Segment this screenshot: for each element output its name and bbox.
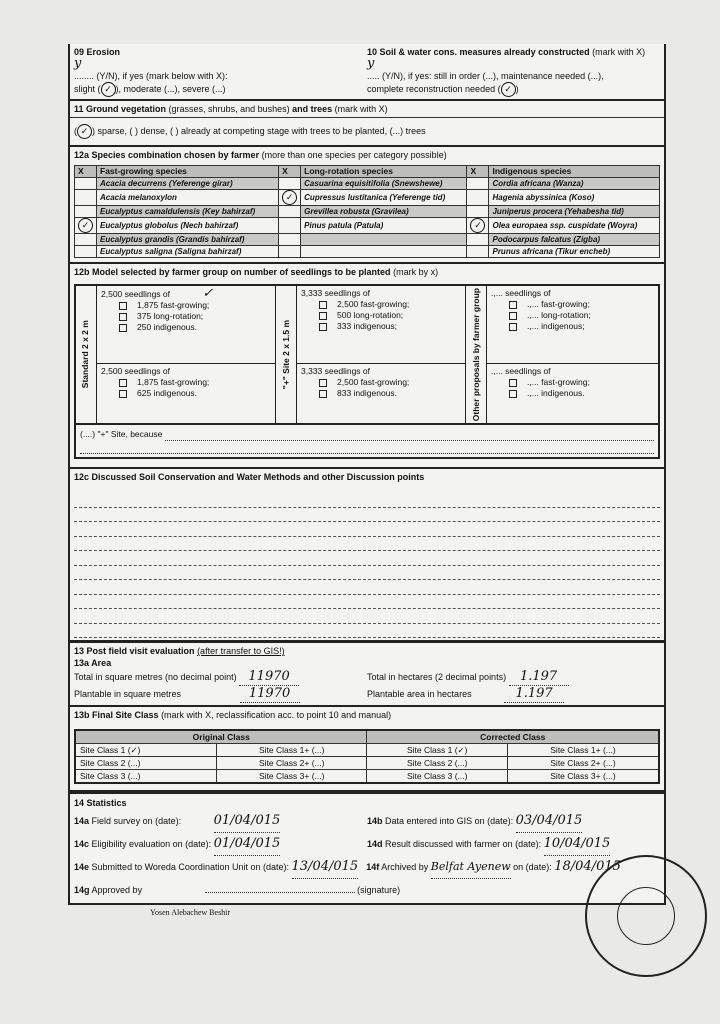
- long-species: Cupressus lustitanica (Yeferenge tid): [301, 190, 467, 206]
- long-species: [301, 234, 467, 246]
- section-11-vegetation: [70, 101, 664, 118]
- option-item: .,... indigenous;: [527, 321, 585, 331]
- section-12b-model: [70, 264, 664, 461]
- approver-stamp-name: Yosen Alebachew Beshir: [150, 908, 231, 917]
- erosion-line1: ........ (Y/N), if yes (mark below with X):: [74, 71, 228, 81]
- original-class-2plus[interactable]: Site Class 2+ (...): [217, 757, 367, 770]
- col-indigenous: Indigenous species: [489, 166, 660, 178]
- option-item: 2,500 fast-growing;: [337, 377, 410, 388]
- indig-check[interactable]: [467, 178, 489, 190]
- field-label: 14b: [367, 816, 383, 827]
- checkbox[interactable]: [119, 379, 127, 387]
- long-species: Casuarina equisitifolia (Snewshewe): [301, 178, 467, 190]
- model-title-suffix: (mark by x): [393, 267, 439, 277]
- option-head: 2,500 seedlings of: [101, 366, 170, 377]
- table-row: [75, 246, 660, 258]
- total-ha-value[interactable]: 1.197: [509, 669, 569, 686]
- eligibility-date[interactable]: 01/04/015: [214, 833, 281, 856]
- checkbox[interactable]: [119, 324, 127, 332]
- vegetation-title-d: (mark with X): [334, 104, 388, 114]
- sparse-check-mark[interactable]: ✓: [77, 124, 92, 139]
- indig-check[interactable]: [467, 190, 489, 206]
- section-14-statistics: [70, 792, 664, 905]
- indig-check[interactable]: [467, 206, 489, 218]
- fast-species: Eucalyptus camaldulensis (Key bahirzaf): [97, 206, 279, 218]
- plant-sqm-label: Plantable in square metres: [74, 689, 182, 700]
- checkbox[interactable]: [509, 312, 517, 320]
- standard-option-a[interactable]: [97, 285, 276, 364]
- field-label: 14d: [367, 839, 383, 850]
- standard-option-b[interactable]: [97, 364, 276, 424]
- total-sqm-label: Total in square metres (no decimal point): [74, 672, 237, 683]
- discussion-lines[interactable]: [74, 493, 660, 638]
- plant-ha-label: Plantable area in hectares: [367, 689, 472, 700]
- long-species: Grevillea robusta (Gravilea): [301, 206, 467, 218]
- indig-species: Juniperus procera (Yehabesha tid): [489, 206, 660, 218]
- long-check-marked[interactable]: [279, 190, 301, 206]
- option-item: .,... fast-growing;: [527, 377, 590, 388]
- vegetation-title-b: (grasses, shrubs, and bushes): [168, 104, 290, 114]
- erosion-title: 09 Erosion: [74, 47, 121, 57]
- fast-species: Acacia melanoxylon: [97, 190, 279, 206]
- class-title: 13b Final Site Class: [74, 710, 159, 721]
- table-row: [75, 218, 660, 234]
- checkbox[interactable]: [509, 301, 517, 309]
- col-x-fast: X: [75, 166, 97, 178]
- official-stamp-icon: [585, 855, 707, 977]
- original-class-2[interactable]: Site Class 2 (...): [75, 757, 217, 770]
- long-check[interactable]: [279, 246, 301, 258]
- section-13b-class: [70, 707, 664, 792]
- table-row: [75, 178, 660, 190]
- original-class-1[interactable]: Site Class 1 (✓): [75, 744, 217, 757]
- area-row-total: [74, 669, 660, 686]
- gis-entry-label: Data entered into GIS on (date):: [385, 816, 514, 827]
- indig-species: Podocarpus falcatus (Zigba): [489, 234, 660, 246]
- approved-by-label: Approved by: [91, 885, 143, 896]
- checkbox[interactable]: [509, 379, 517, 387]
- section-09-erosion: 09 Erosion y ........ (Y/N), if yes (mark below with X): slight ( ✓ ), moderate (...), severe (...): [74, 46, 367, 97]
- fast-species: Eucalyptus saligna (Saligna bahirzaf): [97, 246, 279, 258]
- site-class-table: [74, 729, 660, 784]
- option-head: 3,333 seedlings of: [301, 366, 370, 377]
- vegetation-title: 11 Ground vegetation: [74, 104, 167, 114]
- field-label: 14f: [366, 862, 380, 873]
- section-10-swc: 10 Soil & water cons. measures already constructed (mark with X) y ..... (Y/N), if yes: still in order (...), maintenance needed (...), complete reconstruction needed ( ✓ ): [367, 46, 660, 97]
- other-option-b[interactable]: [487, 364, 660, 424]
- plant-sqm-value[interactable]: 11970: [240, 686, 300, 703]
- swc-line2: complete reconstruction needed: [367, 83, 496, 94]
- indig-species: Prunus africana (Tikur encheb): [489, 246, 660, 258]
- check-mark-icon: ✓: [282, 190, 297, 205]
- option-head: 3,333 seedlings of: [301, 288, 370, 298]
- archived-date[interactable]: 18/04/015: [554, 859, 621, 875]
- section-13-evaluation: [70, 642, 664, 707]
- table-row: [75, 206, 660, 218]
- corrected-class-1[interactable]: Site Class 1 (✓): [367, 744, 508, 757]
- reason-line[interactable]: [165, 428, 654, 441]
- approved-signature-line[interactable]: [205, 892, 355, 893]
- corrected-class-3[interactable]: Site Class 3 (...): [367, 770, 508, 784]
- long-check[interactable]: [279, 206, 301, 218]
- plant-ha-value[interactable]: 1.197: [504, 686, 564, 703]
- option-item: 2,500 fast-growing;: [337, 299, 410, 309]
- class-suffix: (mark with X, reclassification acc. to point 10 and manual): [161, 710, 392, 721]
- option-head: .,... seedlings of: [491, 288, 551, 298]
- option-item: 375 long-rotation;: [137, 311, 204, 321]
- field-label: 14c: [74, 839, 90, 850]
- original-class-3plus[interactable]: Site Class 3+ (...): [217, 770, 367, 784]
- archived-on-label: on (date):: [513, 862, 552, 873]
- check-mark-icon: ✓: [470, 218, 485, 233]
- fast-species: Eucalyptus grandis (Grandis bahirzaf): [97, 234, 279, 246]
- table-row: [75, 770, 659, 784]
- col-fast-growing: Fast-growing species: [97, 166, 279, 178]
- option-item: 250 indigenous.: [137, 322, 198, 332]
- checkbox[interactable]: [119, 313, 127, 321]
- corrected-class-2plus[interactable]: Site Class 2+ (...): [507, 757, 659, 770]
- corrected-class-1plus[interactable]: Site Class 1+ (...): [507, 744, 659, 757]
- long-check[interactable]: [279, 218, 301, 234]
- col-x-indig: X: [467, 166, 489, 178]
- species-title-suffix: (more than one species per category possible): [261, 150, 447, 160]
- gis-entry-date[interactable]: 03/04/015: [516, 810, 583, 833]
- section-12c-discussion: [70, 467, 664, 642]
- field-survey-date[interactable]: 01/04/015: [214, 810, 281, 833]
- indig-species: Hagenia abyssinica (Koso): [489, 190, 660, 206]
- swc-title-suffix: (mark with X): [592, 47, 646, 57]
- section-erosion-swc: [70, 44, 664, 101]
- total-ha-label: Total in hectares (2 decimal points): [367, 672, 507, 683]
- total-sqm-value[interactable]: 11970: [239, 669, 299, 686]
- discussion-title: 12c Discussed Soil Conservation and Water Methods and other Discussion points: [74, 472, 425, 483]
- reconstruction-check-mark[interactable]: ✓: [501, 82, 516, 97]
- check-mark-icon: ✓: [202, 286, 214, 301]
- checkbox[interactable]: [509, 323, 517, 331]
- option-item: 1,875 fast-growing;: [137, 377, 210, 388]
- other-proposals-label: Other proposals by farmer group: [466, 285, 487, 424]
- slight-check-mark[interactable]: ✓: [101, 82, 116, 97]
- checkbox[interactable]: [319, 301, 327, 309]
- vegetation-options: ) sparse, ( ) dense, ( ) already at competing stage with trees to be planted, (...) trees: [92, 125, 426, 136]
- option-item: 500 long-rotation;: [337, 310, 404, 320]
- option-item: 625 indigenous.: [137, 388, 198, 399]
- other-option-a[interactable]: [487, 285, 660, 364]
- swc-answer[interactable]: y: [367, 56, 375, 71]
- checkbox[interactable]: [319, 323, 327, 331]
- field-label: 14e: [74, 862, 90, 873]
- table-row: [75, 234, 660, 246]
- checkbox[interactable]: [119, 390, 127, 398]
- indig-check-marked[interactable]: [467, 218, 489, 234]
- checkbox[interactable]: [119, 302, 127, 310]
- option-item: .,... long-rotation;: [527, 310, 591, 320]
- area-title: 13a Area: [74, 658, 112, 669]
- original-class-header: Original Class: [75, 730, 367, 744]
- table-row: [75, 744, 659, 757]
- plus-site-because-label: (....) "+" Site, because: [80, 429, 163, 440]
- plus-option-b[interactable]: [297, 364, 466, 424]
- checkbox[interactable]: [509, 390, 517, 398]
- field-label: 14a: [74, 816, 90, 827]
- indig-species: Olea europaea ssp. cuspidate (Woyra): [489, 218, 660, 234]
- fast-check[interactable]: [75, 178, 97, 190]
- option-item: .,... indigenous.: [527, 388, 585, 399]
- swc-title: 10 Soil & water cons. measures already constructed: [367, 47, 590, 57]
- indig-check[interactable]: [467, 246, 489, 258]
- col-x-long: X: [279, 166, 301, 178]
- species-title: 12a Species combination chosen by farmer: [74, 150, 260, 160]
- fast-species: Acacia decurrens (Yeferenge girar): [97, 178, 279, 190]
- plus-site-reason[interactable]: [74, 425, 660, 459]
- model-title: 12b Model selected by farmer group on number of seedlings to be planted: [74, 267, 391, 277]
- indig-check[interactable]: [467, 234, 489, 246]
- option-item: .,... fast-growing;: [527, 299, 590, 309]
- evaluation-title: 13 Post field visit evaluation: [74, 646, 195, 657]
- erosion-options: , moderate (...), severe (...): [118, 83, 226, 94]
- section-12a-species: [70, 147, 664, 264]
- long-check[interactable]: [279, 234, 301, 246]
- long-check[interactable]: [279, 178, 301, 190]
- field-label: 14g: [74, 885, 90, 896]
- model-table: [74, 284, 660, 425]
- result-discussed-date[interactable]: 10/04/015: [544, 833, 611, 856]
- original-class-1plus[interactable]: Site Class 1+ (...): [217, 744, 367, 757]
- field-survey-label: Field survey on (date):: [91, 816, 182, 827]
- form-page: [68, 44, 666, 905]
- checkbox[interactable]: [319, 390, 327, 398]
- archived-by-name[interactable]: Belfat Ayenew: [431, 856, 511, 879]
- standard-label: Standard 2 x 2 m: [75, 285, 97, 424]
- result-discussed-label: Result discussed with farmer on (date):: [385, 839, 542, 850]
- vegetation-title-c: and trees: [292, 104, 333, 114]
- fast-check[interactable]: [75, 190, 97, 206]
- table-row: [75, 190, 660, 206]
- check-mark-icon: ✓: [78, 218, 93, 233]
- reason-line[interactable]: [80, 441, 654, 454]
- checkbox[interactable]: [319, 379, 327, 387]
- plus-site-label: "+" Site 2 x 1.5 m: [276, 285, 297, 424]
- plus-option-a[interactable]: [297, 285, 466, 364]
- slight-label: slight: [74, 83, 96, 94]
- signature-label: (signature): [357, 885, 401, 896]
- checkbox[interactable]: [319, 312, 327, 320]
- option-head: 2,500 seedlings of: [101, 289, 170, 299]
- vegetation-options-row: ( ✓ ) sparse, ( ) dense, ( ) already at competing stage with trees to be planted, (...) trees: [70, 118, 664, 147]
- indig-species: Cordia africana (Wanza): [489, 178, 660, 190]
- fast-check-marked[interactable]: [75, 218, 97, 234]
- erosion-answer[interactable]: y: [74, 56, 82, 71]
- corrected-class-header: Corrected Class: [367, 730, 659, 744]
- evaluation-note: (after transfer to GIS!): [197, 646, 285, 657]
- species-table: [74, 165, 660, 258]
- corrected-class-3plus[interactable]: Site Class 3+ (...): [507, 770, 659, 784]
- option-item: 1,875 fast-growing;: [137, 300, 210, 310]
- archived-by-label: Archived by: [381, 862, 429, 873]
- corrected-class-2[interactable]: Site Class 2 (...): [367, 757, 508, 770]
- long-species: [301, 246, 467, 258]
- option-head: .,... seedlings of: [491, 366, 551, 377]
- submitted-label: Submitted to Woreda Coordination Unit on (date):: [91, 862, 289, 873]
- fast-check[interactable]: [75, 246, 97, 258]
- area-row-plantable: [74, 686, 660, 703]
- col-long-rotation: Long-rotation species: [301, 166, 467, 178]
- option-item: 833 indigenous.: [337, 388, 398, 399]
- fast-check[interactable]: [75, 206, 97, 218]
- table-row: [75, 757, 659, 770]
- fast-check[interactable]: [75, 234, 97, 246]
- long-species: Pinus patula (Patula): [301, 218, 467, 234]
- eligibility-label: Eligibility evaluation on (date):: [91, 839, 212, 850]
- fast-species: Eucalyptus globolus (Nech bahirzaf): [97, 218, 279, 234]
- swc-line1: ..... (Y/N), if yes: still in order (...), maintenance needed (...),: [367, 71, 604, 81]
- original-class-3[interactable]: Site Class 3 (...): [75, 770, 217, 784]
- option-item: 333 indigenous;: [337, 321, 398, 331]
- submitted-date[interactable]: 13/04/015: [292, 856, 359, 879]
- statistics-title: 14 Statistics: [74, 798, 127, 809]
